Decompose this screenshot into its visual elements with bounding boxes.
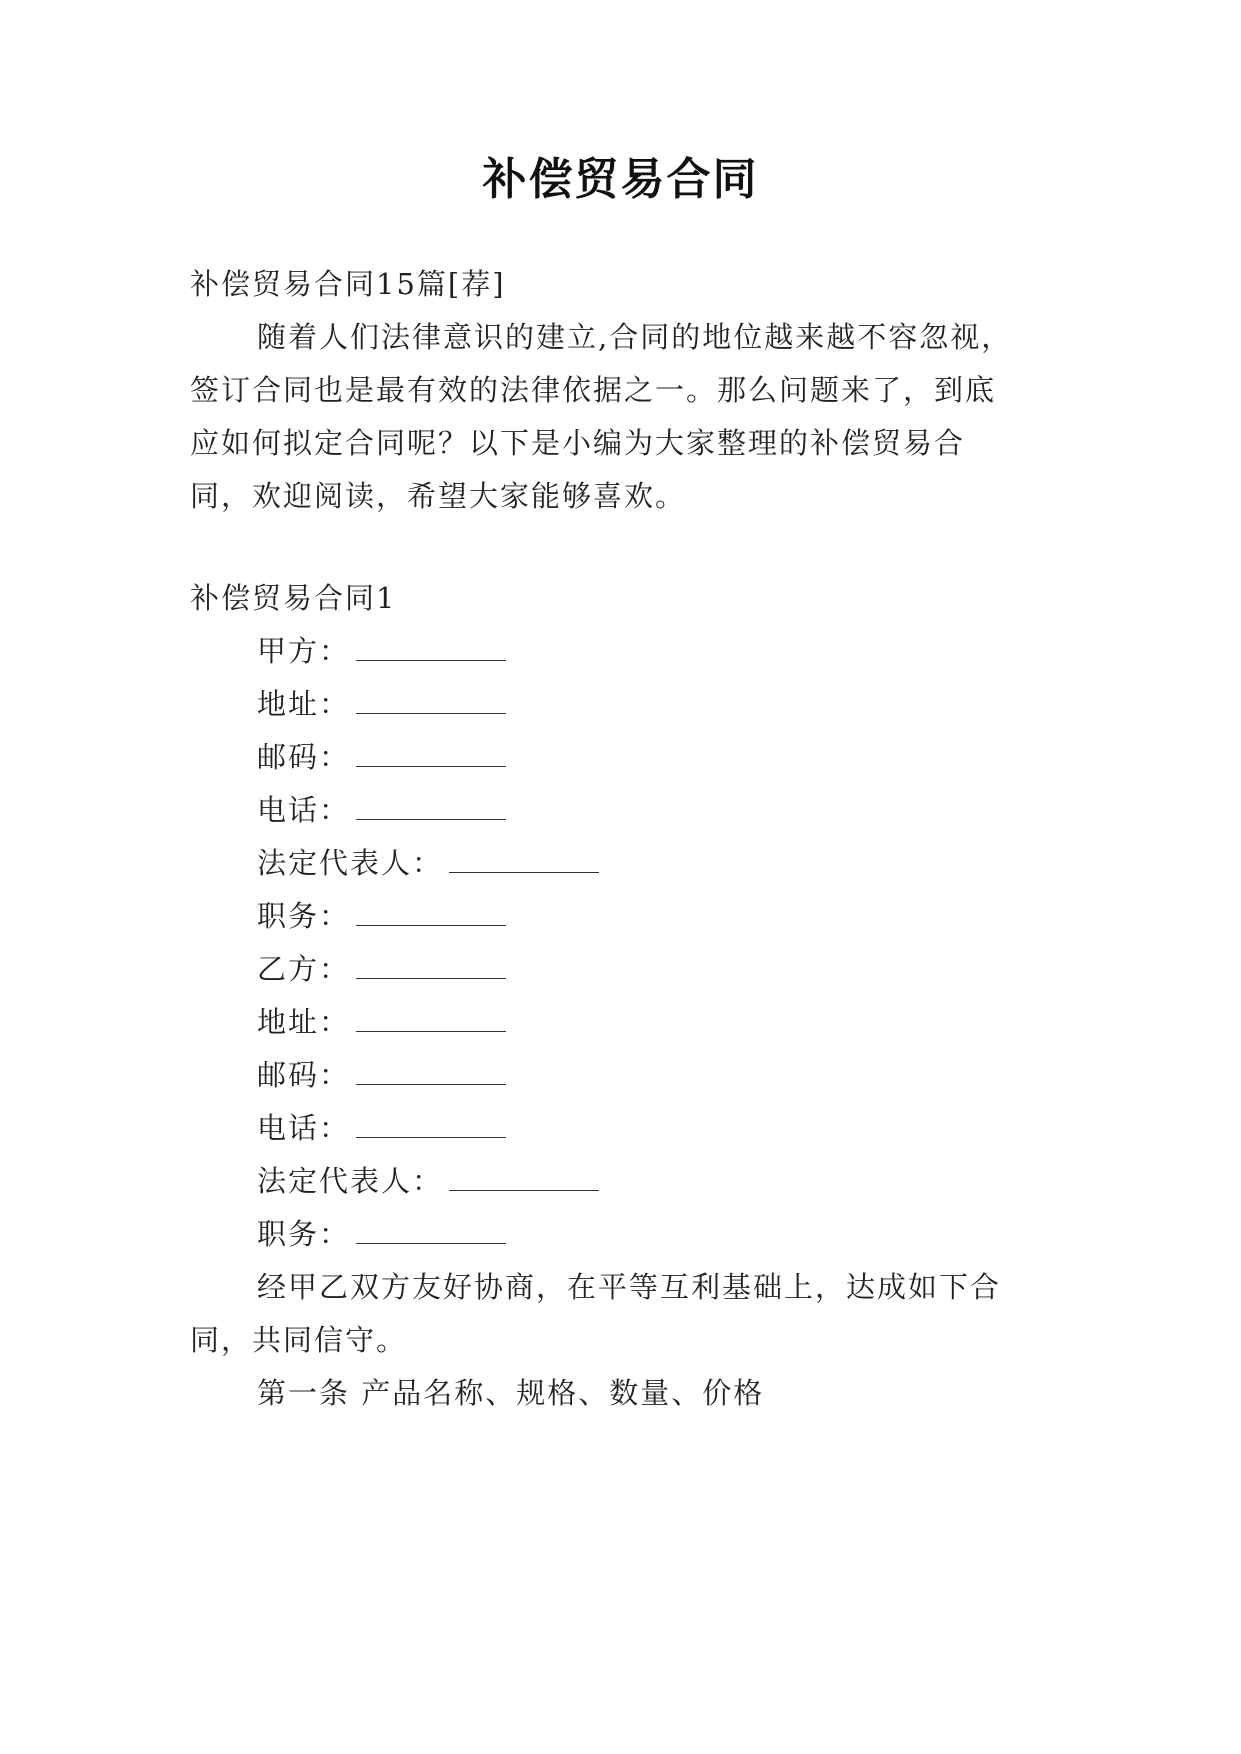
- field-label: 职务：: [257, 1217, 351, 1251]
- field-phone-a: [257, 790, 506, 830]
- fill-in-blank: [356, 765, 506, 767]
- field-label: 职务：: [257, 899, 351, 933]
- field-postcode-b: [257, 1055, 506, 1095]
- intro-line-3: 应如何拟定合同呢？以下是小编为大家整理的补偿贸易合: [190, 426, 966, 460]
- fill-in-blank: [356, 712, 506, 714]
- field-position-a: [257, 896, 506, 936]
- field-label: 法定代表人：: [257, 846, 444, 880]
- document-title: 补偿贸易合同: [482, 154, 759, 205]
- field-legal-rep-a: [257, 843, 599, 883]
- fill-in-blank: [356, 659, 506, 661]
- field-label: 邮码：: [257, 1058, 351, 1092]
- field-address-a: [257, 684, 506, 724]
- intro-line-1: 随着人们法律意识的建立,合同的地位越来越不容忽视，: [257, 320, 1013, 354]
- field-label: 电话：: [257, 793, 351, 827]
- document-subtitle: 补偿贸易合同15篇[荐]: [190, 267, 506, 301]
- field-label: 乙方：: [257, 952, 351, 986]
- intro-line-4: 同，欢迎阅读，希望大家能够喜欢。: [190, 479, 687, 513]
- fill-in-blank: [356, 818, 506, 820]
- fill-in-blank: [449, 871, 599, 873]
- field-address-b: [257, 1002, 506, 1042]
- intro-line-2: 签订合同也是最有效的法律依据之一。那么问题来了，到底: [190, 373, 997, 407]
- field-phone-b: [257, 1108, 506, 1148]
- section-heading: 补偿贸易合同1: [190, 581, 397, 615]
- field-legal-rep-b: [257, 1161, 599, 1201]
- field-label: 邮码：: [257, 740, 351, 774]
- agreement-line-1: 经甲乙双方友好协商，在平等互利基础上，达成如下合: [257, 1270, 1002, 1304]
- field-label: 甲方：: [257, 634, 351, 668]
- fill-in-blank: [356, 1030, 506, 1032]
- field-label: 地址：: [257, 1005, 351, 1039]
- field-postcode-a: [257, 737, 506, 777]
- fill-in-blank: [356, 1242, 506, 1244]
- field-party-b: [257, 949, 506, 989]
- fill-in-blank: [356, 924, 506, 926]
- fill-in-blank: [356, 1136, 506, 1138]
- fill-in-blank: [356, 977, 506, 979]
- agreement-line-2: 同，共同信守。: [190, 1323, 408, 1357]
- field-position-b: [257, 1214, 506, 1254]
- article-1-heading: 第一条 产品名称、规格、数量、价格: [257, 1376, 765, 1410]
- field-label: 地址：: [257, 687, 351, 721]
- field-label: 电话：: [257, 1111, 351, 1145]
- fill-in-blank: [449, 1189, 599, 1191]
- field-party-a: [257, 631, 506, 671]
- fill-in-blank: [356, 1083, 506, 1085]
- field-label: 法定代表人：: [257, 1164, 444, 1198]
